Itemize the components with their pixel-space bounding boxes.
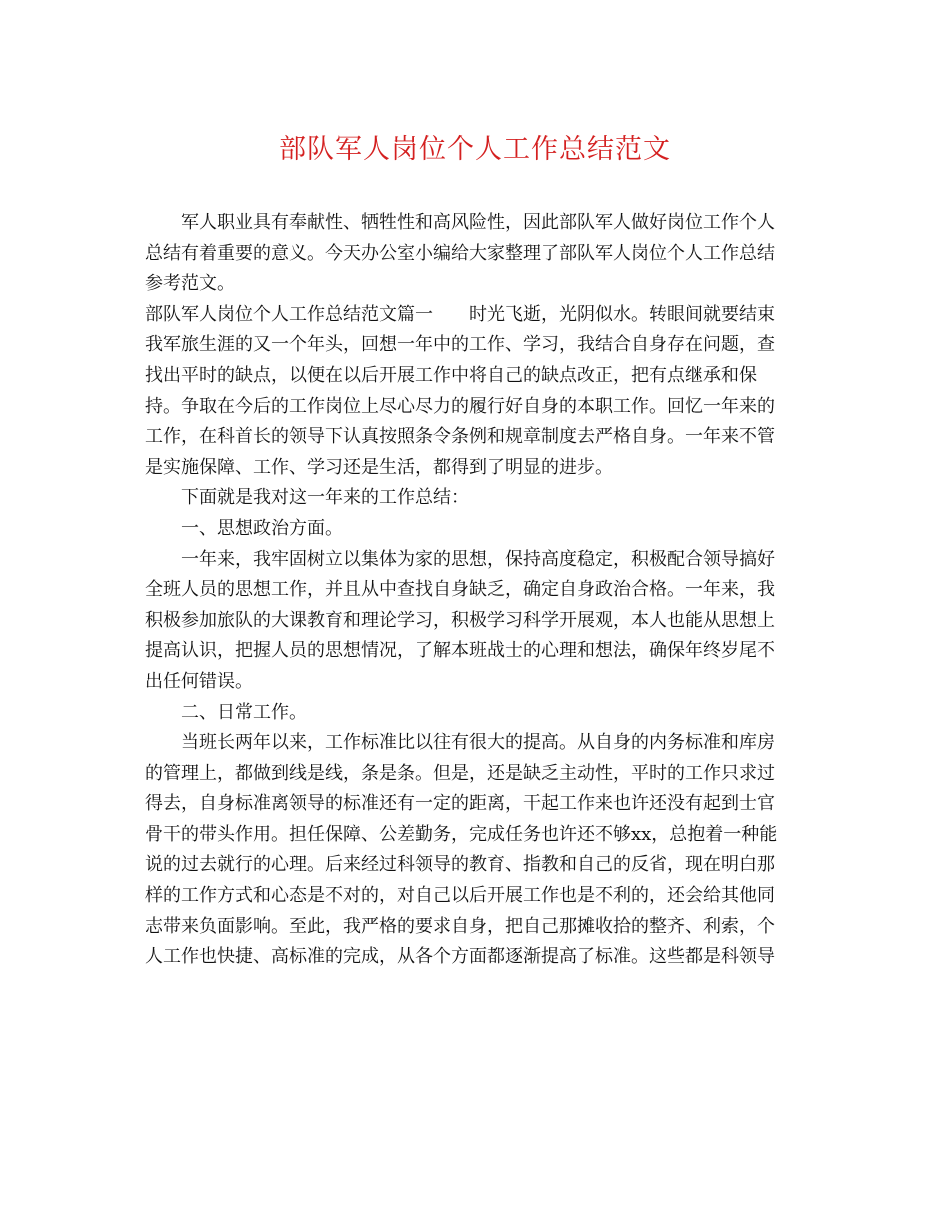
- body-line: 总结有着重要的意义。今天办公室小编给大家整理了部队军人岗位个人工作总结: [145, 242, 775, 264]
- body-line: 参考范文。: [145, 273, 235, 295]
- body-line: 一年来，我牢固树立以集体为家的思想，保持高度稳定，积极配合领导搞好: [181, 548, 775, 570]
- body-line: 样的工作方式和心态是不对的，对自己以后开展工作也是不利的，还会给其他同: [145, 885, 775, 907]
- body-line: 的管理上，都做到线是线，条是条。但是，还是缺乏主动性，平时的工作只求过: [145, 762, 775, 784]
- body-line: 军人职业具有奉献性、牺牲性和高风险性，因此部队军人做好岗位工作个人: [181, 212, 775, 233]
- body-line: 全班人员的思想工作，并且从中查找自身缺乏，确定自身政治合格。一年来，我: [145, 579, 775, 601]
- document-body: [145, 208, 805, 973]
- body-line: 一、思想政治方面。: [181, 517, 343, 539]
- document-title: 部队军人岗位个人工作总结范文: [279, 134, 671, 165]
- body-line: 提高认识，把握人员的思想情况，了解本班战士的心理和想法，确保年终岁尾不: [145, 640, 775, 662]
- body-line: 出任何错误。: [145, 670, 253, 692]
- body-line: 部队军人岗位个人工作总结范文篇一 时光飞逝，光阴似水。转眼间就要结束: [145, 303, 775, 325]
- body-line: 得去，自身标准离领导的标准还有一定的距离，干起工作来也许还没有起到士官: [145, 793, 775, 815]
- body-line: 找出平时的缺点，以便在以后开展工作中将自己的缺点改正，把有点继承和保: [145, 364, 757, 386]
- body-line: 持。争取在今后的工作岗位上尽心尽力的履行好自身的本职工作。回忆一年来的: [145, 395, 775, 417]
- body-line: 人工作也快捷、高标准的完成，从各个方面都逐渐提高了标准。这些都是科领导: [145, 946, 775, 968]
- body-line: 志带来负面影响。至此，我严格的要求自身，把自己那摊收拾的整齐、利索，个: [145, 915, 775, 937]
- body-line: 说的过去就行的心理。后来经过科领导的教育、指教和自己的反省，现在明白那: [145, 854, 775, 876]
- body-line: 是实施保障、工作、学习还是生活，都得到了明显的进步。: [145, 456, 613, 478]
- body-line: 积极参加旅队的大课教育和理论学习，积极学习科学开展观，本人也能从思想上: [145, 609, 775, 631]
- body-line: 当班长两年以来，工作标准比以往有很大的提高。从自身的内务标准和库房: [181, 732, 775, 754]
- body-line: 二、日常工作。: [181, 701, 307, 723]
- body-line: 骨干的带头作用。担任保障、公差勤务，完成任务也许还不够xx，总抱着一种能: [145, 823, 778, 845]
- body-line: 下面就是我对这一年来的工作总结：: [181, 487, 469, 509]
- body-line: 工作，在科首长的领导下认真按照条令条例和规章制度去严格自身。一年来不管: [145, 426, 775, 448]
- body-line: 我军旅生涯的又一个年头，回想一年中的工作、学习，我结合自身存在问题，查: [145, 334, 775, 356]
